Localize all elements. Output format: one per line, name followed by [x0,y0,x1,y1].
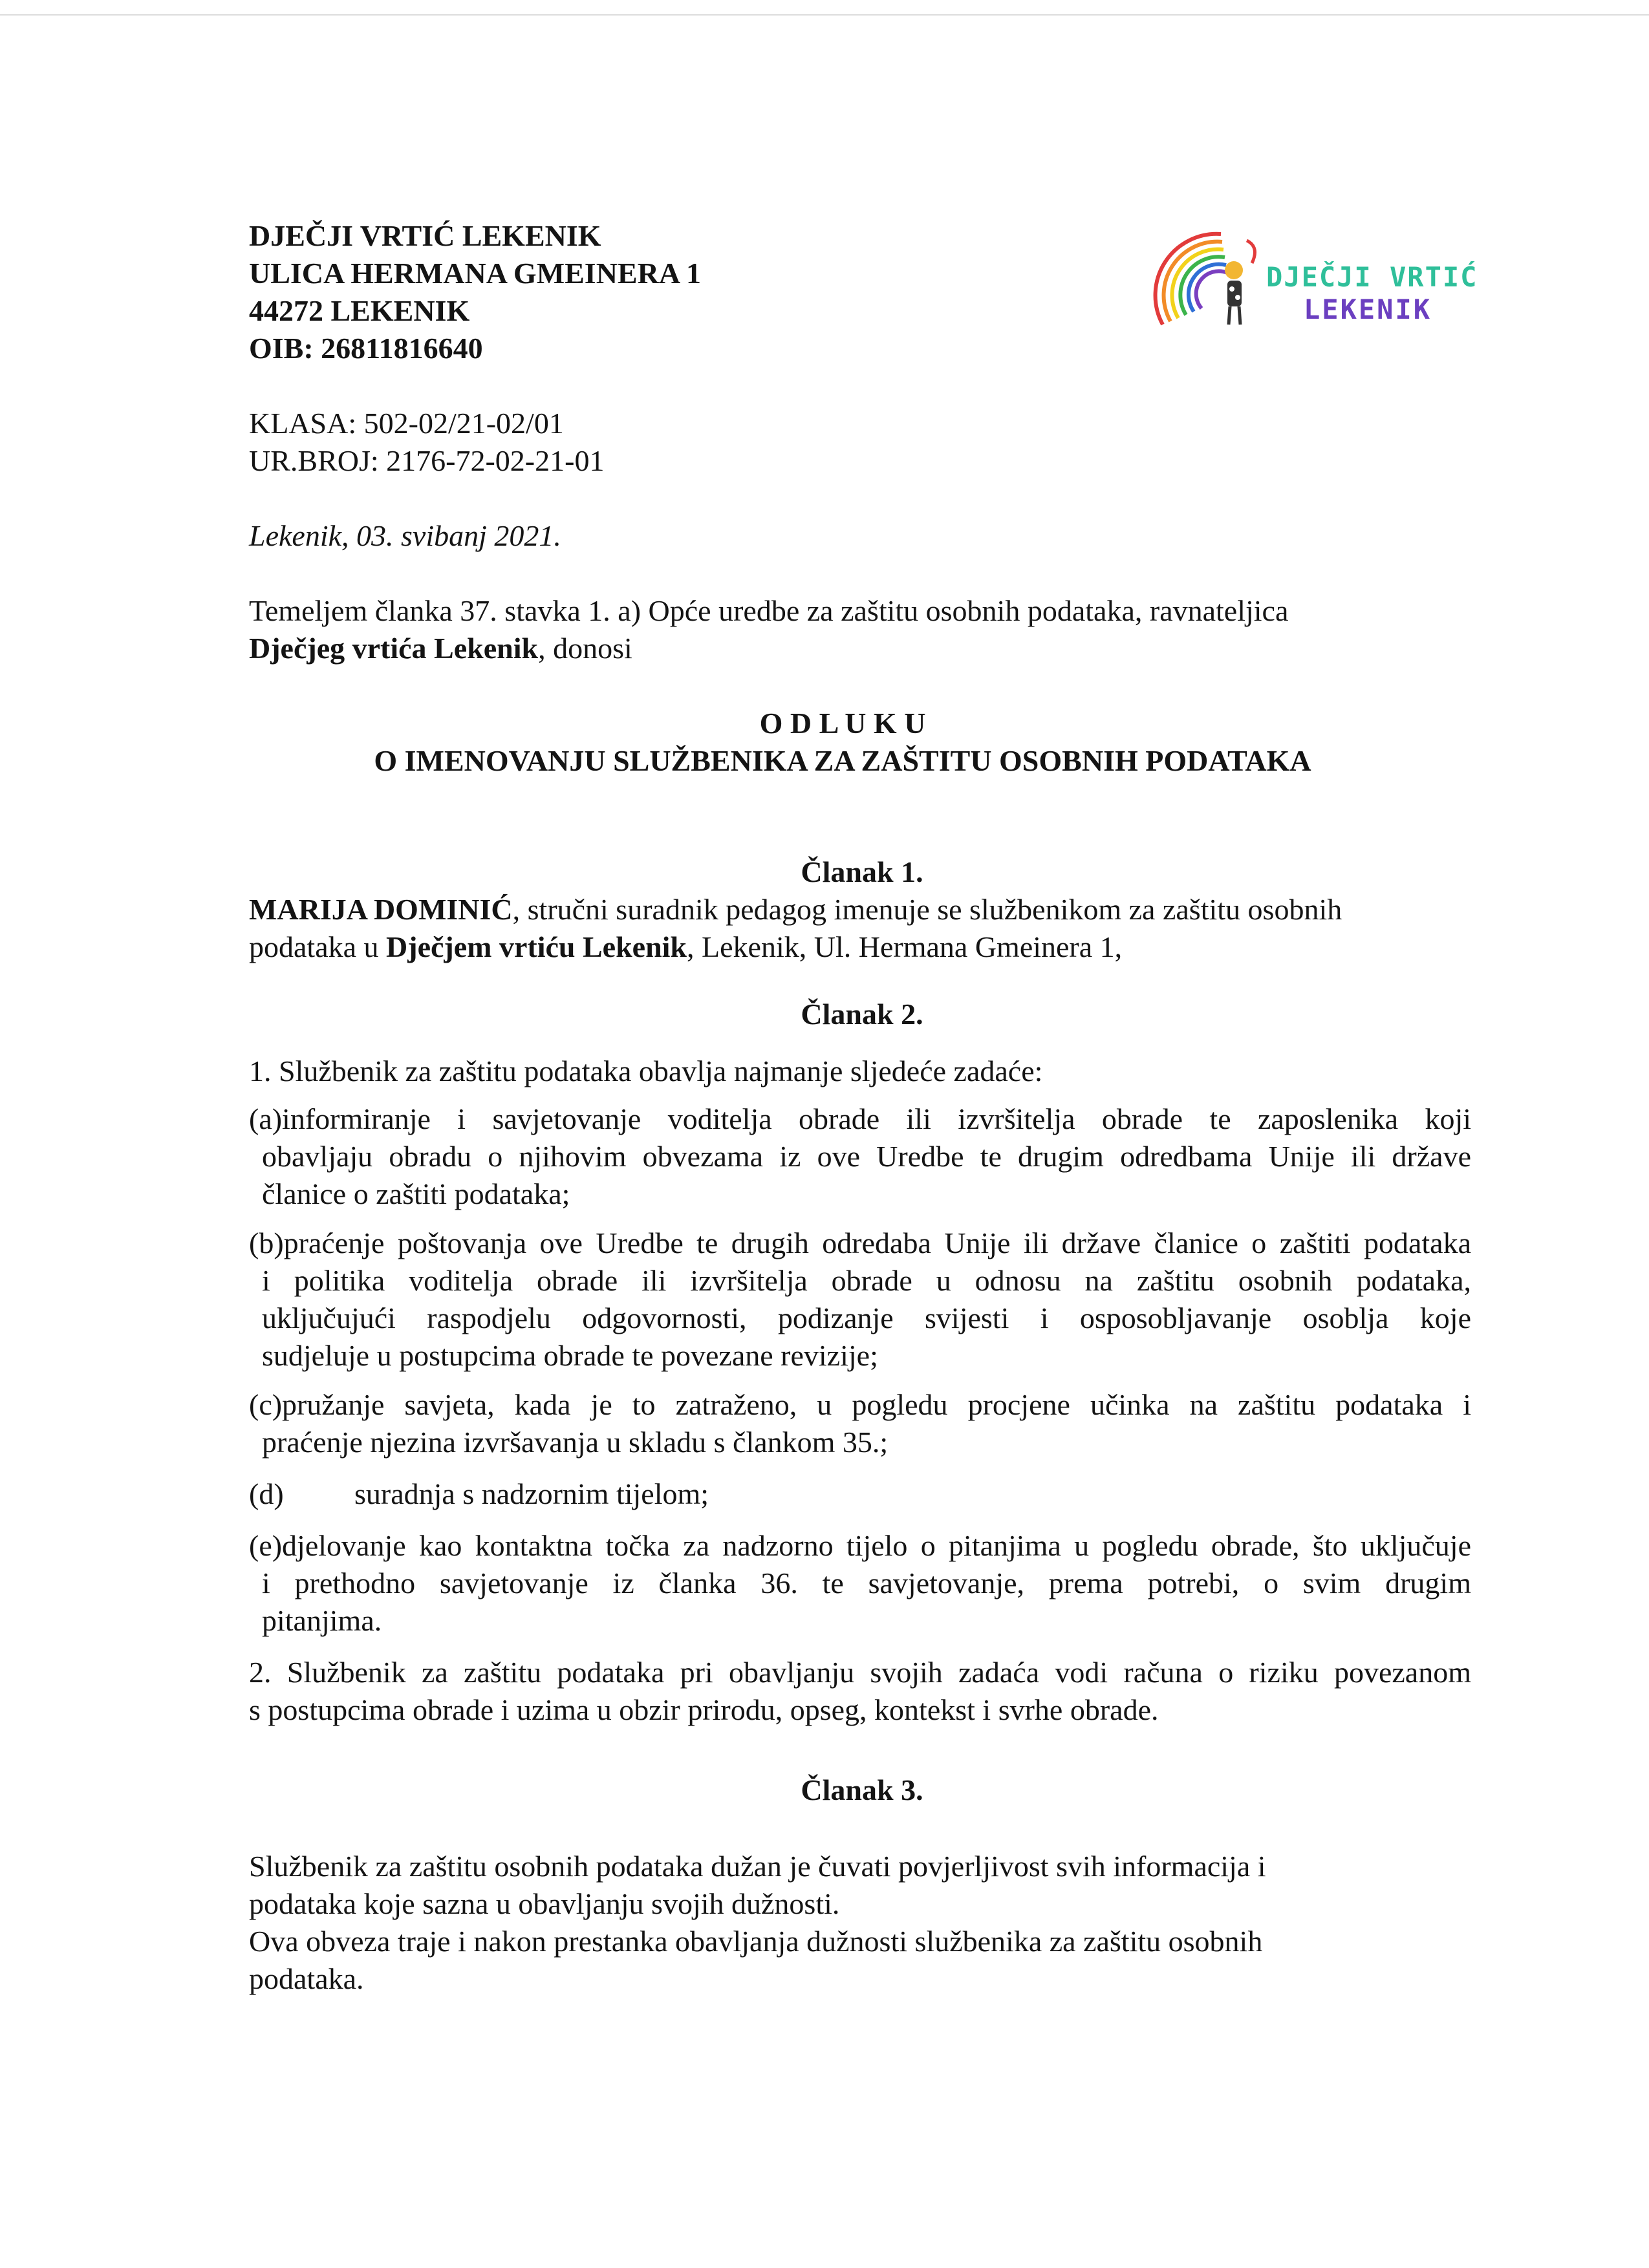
item-d-label: (d) [249,1477,284,1510]
org-oib: OIB: 26811816640 [249,332,483,365]
article1-line1-rest: , stručni suradnik pedagog imenuje se službenikom za zaštitu osobnih [512,893,1342,926]
item-c-line2: praćenje njezina izvršavanja u skladu s člankom 35.; [262,1426,889,1459]
article1-line2-pre: podataka u [249,930,387,963]
item-b-line3: uključujući raspodjelu odgovornosti, podizanje svijesti i osposobljavanje osoblja koje [262,1301,1471,1334]
preamble-line1: Temeljem članka 37. stavka 1. a) Opće uredbe za zaštitu osobnih podataka, ravnateljica [249,594,1289,627]
item-a-line3: članice o zaštiti podataka; [262,1177,570,1210]
urbroj: UR.BROJ: 2176-72-02-21-01 [249,444,605,477]
org-street: ULICA HERMANA GMEINERA 1 [249,257,702,290]
article2-point2-line1: 2. Službenik za zaštitu podataka pri obavljanju svojih zadaća vodi računa o riziku povezanom [249,1656,1471,1689]
preamble-org-name: Dječjeg vrtića Lekenik [249,632,539,665]
org-postal-city: 44272 LEKENIK [249,294,470,327]
article1-line1 [249,891,1342,928]
rainbow-logo-icon [1143,228,1266,357]
kindergarten-logo [1143,228,1480,357]
article3-line4: podataka. [249,1962,364,1995]
logo-text-line1: DJEČJI VRTIĆ [1266,261,1478,293]
article3-line3: Ova obveza traje i nakon prestanka obavljanja dužnosti službenika za zaštitu osobnih [249,1925,1263,1958]
article2-point2-line2: s postupcima obrade i uzima u obzir prirodu, opseg, kontekst i svrhe obrade. [249,1693,1159,1726]
article1-org-name: Dječjem vrtiću Lekenik [386,930,687,963]
title-odluku: O D L U K U [759,707,926,740]
article1-line2-post: , Lekenik, Ul. Hermana Gmeinera 1, [687,930,1123,963]
article1-heading: Članak 1. [801,855,923,888]
article2-heading: Članak 2. [801,998,923,1031]
item-e-line2: i prethodno savjetovanje iz članka 36. te savjetovanje, prema potrebi, o svim drugim [262,1567,1471,1599]
item-a-line2: obavljaju obradu o njihovim obvezama iz ove Uredbe te drugim odredbama Unije ili države [262,1140,1471,1173]
logo-text-line2: LEKENIK [1304,294,1432,325]
scan-edge-line [0,14,1649,16]
item-b-line1: (b)praćenje poštovanja ove Uredbe te drugih odredaba Unije ili države članice o zaštiti podataka [249,1226,1471,1259]
article3-heading: Članak 3. [801,1773,923,1806]
org-name: DJEČJI VRTIĆ LEKENIK [249,219,601,252]
item-d-text: suradnja s nadzornim tijelom; [354,1477,709,1510]
article3-line2: podataka koje sazna u obavljanju svojih dužnosti. [249,1887,840,1920]
article2-point1: 1. Službenik za zaštitu podataka obavlja najmanje sljedeće zadaće: [249,1054,1043,1087]
item-e-line1: (e)djelovanje kao kontaktna točka za nadzorno tijelo o pitanjima u pogledu obrade, što uključuje [249,1529,1471,1562]
item-c-line1: (c)pružanje savjeta, kada je to zatraženo, u pogledu procjene učinka na zaštitu podataka i [249,1388,1471,1421]
article1-line2 [249,928,1122,966]
item-a-line1: (a)informiranje i savjetovanje voditelja obrade ili izvršitelja obrade te zaposlenika koji [249,1102,1471,1135]
item-e-line3: pitanjima. [262,1604,382,1637]
article3-line1: Službenik za zaštitu osobnih podataka dužan je čuvati povjerljivost svih informacija i [249,1850,1266,1883]
item-b-line4: sudjeluje u postupcima obrade te povezane revizije; [262,1339,878,1372]
klasa: KLASA: 502-02/21-02/01 [249,407,564,440]
appointee-name: MARIJA DOMINIĆ [249,893,513,926]
title-subject: O IMENOVANJU SLUŽBENIKA ZA ZAŠTITU OSOBNIH PODATAKA [374,744,1311,777]
preamble-donosi: , donosi [538,632,632,665]
preamble-line2 [249,630,632,667]
item-b-line2: i politika voditelja obrade ili izvršitelja obrade u odnosu na zaštitu osobnih podataka, [262,1264,1471,1297]
date-line: Lekenik, 03. svibanj 2021. [249,519,561,552]
